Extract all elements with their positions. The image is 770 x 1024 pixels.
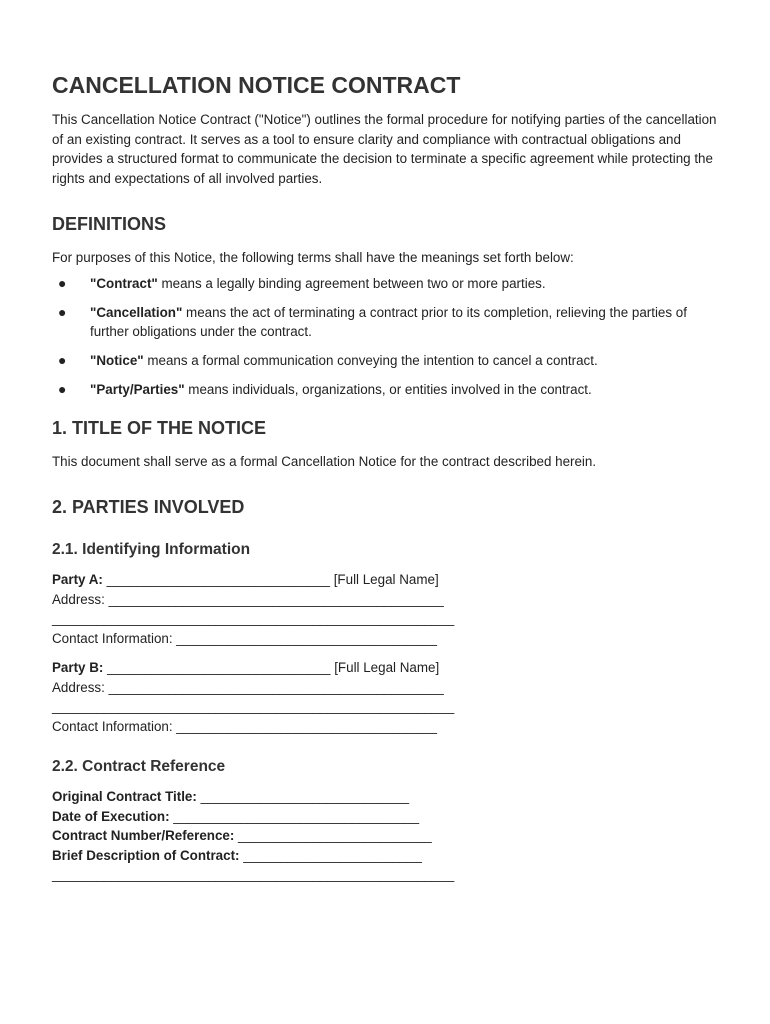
party-b-address-field[interactable]: Address: _____________________________________________ xyxy=(52,679,444,695)
document-page xyxy=(52,70,722,885)
bullet-icon: ● xyxy=(58,274,67,291)
intro-paragraph: This Cancellation Notice Contract ("Notice") outlines the formal procedure for notifying parties of the cancellation of an existing contract. It serves as a tool to ensure clarity and compliance with contractual obligations and provides a structured format to communicate the decision to terminate a specific agreement while protecting the rights and expectations of all involved parties. xyxy=(52,112,717,186)
section1-text: This document shall serve as a formal Cancellation Notice for the contract described herein. xyxy=(52,453,597,469)
definition-text: means the act of terminating a contract prior to its completion, relieving the parties of further obligations under the contract. xyxy=(90,304,687,339)
bullet-icon: ● xyxy=(58,381,67,397)
definition-item-cancellation xyxy=(52,303,722,342)
definition-item-contract xyxy=(52,274,722,294)
party-a-address-line2[interactable]: ______________________________________________________ xyxy=(52,611,455,626)
party-b-address-line2[interactable]: ______________________________________________________ xyxy=(52,699,455,714)
original-title-line: ____________________________ xyxy=(196,789,410,804)
definition-term: "Party/Parties" xyxy=(90,382,185,397)
definition-term: "Contract" xyxy=(90,275,158,291)
definition-item-parties xyxy=(52,380,722,400)
definition-text: means individuals, organizations, or entities involved in the contract. xyxy=(184,382,592,397)
execution-date-field[interactable] xyxy=(52,807,722,827)
description-line2[interactable]: ______________________________________________________ xyxy=(52,867,455,882)
party-a-label: Party A: xyxy=(52,572,103,587)
execution-date-label: Date of Execution: xyxy=(52,808,170,824)
contract-number-line: __________________________ xyxy=(234,828,432,843)
party-b-block xyxy=(52,658,722,736)
definition-text: means a formal communication conveying the intention to cancel a contract. xyxy=(143,353,598,368)
definition-term: "Cancellation" xyxy=(90,304,183,320)
definition-term: "Notice" xyxy=(90,353,144,368)
party-a-block xyxy=(52,570,722,648)
definitions-lead: For purposes of this Notice, the following terms shall have the meanings set forth below: xyxy=(52,250,574,265)
party-b-name-field[interactable] xyxy=(52,658,722,678)
original-title-field[interactable] xyxy=(52,787,722,807)
definitions-heading: DEFINITIONS xyxy=(52,214,167,234)
section2-heading: 2. PARTIES INVOLVED xyxy=(52,497,245,517)
description-line: ________________________ xyxy=(239,847,422,863)
definition-item-notice xyxy=(52,351,722,371)
definitions-list xyxy=(52,274,722,400)
document-title: CANCELLATION NOTICE CONTRACT xyxy=(52,72,461,98)
party-b-name-line: ______________________________ [Full Legal Name] xyxy=(103,660,440,675)
party-a-contact-field[interactable]: Contact Information: ___________________________________ xyxy=(52,630,437,646)
party-a-address-field[interactable]: Address: _____________________________________________ xyxy=(52,591,444,607)
party-b-label: Party B: xyxy=(52,660,104,675)
bullet-icon: ● xyxy=(58,303,67,320)
party-a-name-line: ______________________________ [Full Legal Name] xyxy=(102,572,439,587)
contract-number-field[interactable] xyxy=(52,826,722,846)
description-label: Brief Description of Contract: xyxy=(52,847,240,863)
execution-date-line: _________________________________ xyxy=(169,808,420,824)
section1-heading: 1. TITLE OF THE NOTICE xyxy=(52,417,267,438)
definition-text: means a legally binding agreement between two or more parties. xyxy=(157,275,546,291)
description-field[interactable] xyxy=(52,846,722,866)
original-title-label: Original Contract Title: xyxy=(52,789,197,804)
party-a-name-field[interactable] xyxy=(52,570,722,590)
contract-number-label: Contract Number/Reference: xyxy=(52,828,235,843)
section2-1-heading: 2.1. Identifying Information xyxy=(52,541,251,558)
bullet-icon: ● xyxy=(58,352,67,368)
contract-reference-block xyxy=(52,787,722,885)
party-b-contact-field[interactable]: Contact Information: ___________________________________ xyxy=(52,718,437,734)
section2-2-heading: 2.2. Contract Reference xyxy=(52,758,226,775)
